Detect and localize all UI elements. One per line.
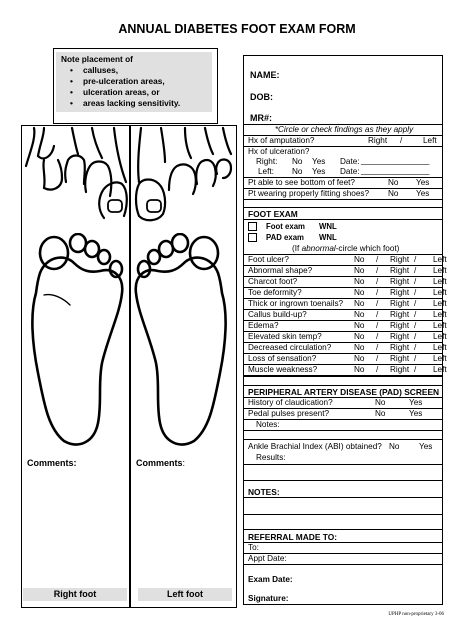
pad-exam-wnl: WNL: [319, 233, 337, 242]
see-bottom-label: Pt able to see bottom of feet?: [248, 178, 355, 187]
finding-no[interactable]: No: [354, 310, 365, 319]
ulceration-left-no[interactable]: No: [292, 167, 303, 176]
separator: /: [376, 365, 379, 374]
finding-no[interactable]: No: [354, 365, 365, 374]
separator: /: [414, 288, 417, 297]
finding-left[interactable]: Left: [433, 343, 447, 352]
finding-label: Edema?: [248, 321, 279, 330]
finding-left[interactable]: Left: [433, 277, 447, 286]
claudication-label: History of claudication?: [248, 398, 333, 407]
comments-right-label: Comments:: [27, 458, 77, 468]
separator: /: [376, 288, 379, 297]
amputation-left[interactable]: Left: [423, 136, 437, 145]
divider: [244, 529, 442, 530]
instruction-text: *Circle or check findings as they apply: [274, 125, 414, 134]
claudication-no[interactable]: No: [375, 398, 386, 407]
divider: [244, 375, 442, 376]
finding-left[interactable]: Left: [433, 266, 447, 275]
pad-exam-label: PAD exam: [266, 233, 304, 242]
finding-left[interactable]: Left: [433, 365, 447, 374]
exam-date-label[interactable]: Exam Date:: [248, 575, 293, 584]
finding-label: Decreased circulation?: [248, 343, 332, 352]
referral-heading: REFERRAL MADE TO:: [248, 532, 338, 542]
divider: [244, 430, 442, 431]
ulceration-label: Hx of ulceration?: [248, 147, 310, 156]
note-item: • areas lacking sensitivity.: [61, 98, 212, 109]
left-foot-sole-drawing: [132, 233, 235, 448]
separator: /: [414, 277, 417, 286]
separator: /: [376, 277, 379, 286]
pulses-label: Pedal pulses present?: [248, 409, 330, 418]
finding-left[interactable]: Left: [433, 310, 447, 319]
finding-right[interactable]: Right: [390, 354, 410, 363]
mr-label[interactable]: MR#:: [250, 113, 272, 123]
pad-exam-wnl-checkbox[interactable]: [248, 233, 257, 242]
separator: /: [414, 321, 417, 330]
pad-notes-label[interactable]: Notes:: [256, 420, 280, 429]
ulceration-right-date-field[interactable]: _______________: [361, 156, 430, 165]
divider: [244, 376, 442, 377]
ulceration-right-yes[interactable]: Yes: [312, 157, 326, 166]
finding-no[interactable]: No: [354, 343, 365, 352]
finding-label: Foot ulcer?: [248, 255, 289, 264]
footer-note: UPHP non-proprietary 3-06: [388, 612, 444, 617]
see-bottom-no[interactable]: No: [388, 178, 399, 187]
left-foot-label: Left foot: [138, 588, 232, 601]
note-placement: [56, 52, 212, 112]
finding-right[interactable]: Right: [390, 288, 410, 297]
separator: /: [414, 310, 417, 319]
right-foot-top-drawing: [22, 126, 129, 231]
finding-left[interactable]: Left: [433, 299, 447, 308]
finding-right[interactable]: Right: [390, 255, 410, 264]
finding-left[interactable]: Left: [433, 321, 447, 330]
finding-right[interactable]: Right: [390, 343, 410, 352]
note-list: [61, 65, 212, 109]
comments-left-label: Comments:: [136, 458, 186, 468]
shoes-label: Pt wearing properly fitting shoes?: [248, 189, 370, 198]
divider: [244, 542, 442, 543]
separator: /: [414, 365, 417, 374]
separator: /: [376, 332, 379, 341]
note-item: • calluses,: [61, 65, 212, 76]
finding-right[interactable]: Right: [390, 277, 410, 286]
finding-no[interactable]: No: [354, 299, 365, 308]
finding-left[interactable]: Left: [433, 288, 447, 297]
finding-left[interactable]: Left: [433, 332, 447, 341]
ulceration-right-label: Right:: [256, 157, 278, 166]
finding-no[interactable]: No: [354, 332, 365, 341]
separator: /: [376, 354, 379, 363]
separator: /: [414, 266, 417, 275]
finding-label: Charcot foot?: [248, 277, 298, 286]
finding-label: Thick or ingrown toenails?: [248, 299, 344, 308]
separator: /: [414, 354, 417, 363]
divider: [244, 385, 442, 386]
note-item: • pre-ulceration areas,: [61, 76, 212, 87]
divider: [244, 464, 442, 465]
finding-label: Callus build-up?: [248, 310, 307, 319]
separator: /: [376, 255, 379, 264]
amputation-label: Hx of amputation?: [248, 136, 315, 145]
finding-label: Loss of sensation?: [248, 354, 317, 363]
abi-yes[interactable]: Yes: [419, 442, 433, 451]
appt-date-label[interactable]: Appt Date:: [248, 554, 287, 563]
finding-right[interactable]: Right: [390, 321, 410, 330]
divider: [244, 564, 442, 565]
finding-label: Abnormal shape?: [248, 266, 313, 275]
finding-label: Elevated skin temp?: [248, 332, 322, 341]
finding-no[interactable]: No: [354, 321, 365, 330]
finding-no[interactable]: No: [354, 255, 365, 264]
abi-no[interactable]: No: [389, 442, 400, 451]
ulceration-left-date-field[interactable]: _______________: [361, 166, 430, 175]
abi-results-label[interactable]: Results:: [256, 453, 286, 462]
exam-form: [243, 55, 447, 605]
right-foot-label: Right foot: [23, 588, 127, 601]
ulceration-right-date-label: Date:: [340, 157, 360, 166]
finding-right[interactable]: Right: [390, 310, 410, 319]
ulceration-right-no[interactable]: No: [292, 157, 303, 166]
separator: /: [376, 299, 379, 308]
foot-exam-wnl-checkbox[interactable]: [248, 222, 257, 231]
divider: [244, 439, 442, 440]
foot-exam-label: Foot exam: [266, 222, 305, 231]
finding-no[interactable]: No: [354, 354, 365, 363]
note-item: • ulceration areas, or: [61, 87, 212, 98]
dob-label[interactable]: DOB:: [250, 92, 273, 102]
divider: [244, 514, 442, 515]
see-bottom-yes[interactable]: Yes: [416, 178, 430, 187]
shoes-yes[interactable]: Yes: [416, 189, 430, 198]
finding-label: Muscle weakness?: [248, 365, 318, 374]
finding-left[interactable]: Left: [433, 354, 447, 363]
divider: [244, 497, 442, 498]
abi-label: Ankle Brachial Index (ABI) obtained?: [248, 442, 382, 451]
foot-exam-wnl: WNL: [319, 222, 337, 231]
finding-label: Toe deformity?: [248, 288, 302, 297]
finding-no[interactable]: No: [354, 277, 365, 286]
name-label[interactable]: NAME:: [250, 70, 280, 80]
finding-no[interactable]: No: [354, 288, 365, 297]
separator: /: [414, 255, 417, 264]
finding-left[interactable]: Left: [433, 255, 447, 264]
signature-label[interactable]: Signature:: [248, 594, 289, 603]
separator: /: [400, 136, 403, 145]
right-foot-sole-drawing: [24, 233, 128, 448]
amputation-right[interactable]: Right: [368, 136, 388, 145]
finding-right[interactable]: Right: [390, 365, 410, 374]
divider: [244, 219, 442, 220]
note-heading: Note placement of: [61, 54, 133, 64]
claudication-yes[interactable]: Yes: [409, 398, 423, 407]
separator: /: [376, 310, 379, 319]
ulceration-left-yes[interactable]: Yes: [312, 167, 326, 176]
finding-right[interactable]: Right: [390, 266, 410, 275]
ulceration-left-date-label: Date:: [340, 167, 360, 176]
divider: [244, 480, 442, 481]
referral-to-label[interactable]: To:: [248, 543, 259, 552]
separator: /: [414, 332, 417, 341]
divider: [244, 207, 442, 208]
pad-heading: PERIPHERAL ARTERY DISEASE (PAD) SCREEN: [248, 387, 440, 397]
separator: /: [376, 321, 379, 330]
foot-exam-heading: FOOT EXAM: [248, 209, 298, 219]
ulceration-left-label: Left:: [258, 167, 274, 176]
form-title: ANNUAL DIABETES FOOT EXAM FORM: [118, 22, 356, 36]
abnormal-instruction: (If abnormal-circle which foot): [292, 244, 400, 253]
finding-right[interactable]: Right: [390, 332, 410, 341]
finding-right[interactable]: Right: [390, 299, 410, 308]
pulses-yes[interactable]: Yes: [409, 409, 423, 418]
separator: /: [376, 343, 379, 352]
notes-heading: NOTES:: [248, 487, 280, 497]
separator: /: [414, 343, 417, 352]
separator: /: [376, 266, 379, 275]
separator: /: [414, 299, 417, 308]
divider: [244, 199, 442, 200]
shoes-no[interactable]: No: [388, 189, 399, 198]
pulses-no[interactable]: No: [375, 409, 386, 418]
left-foot-top-drawing: [131, 126, 236, 231]
finding-no[interactable]: No: [354, 266, 365, 275]
